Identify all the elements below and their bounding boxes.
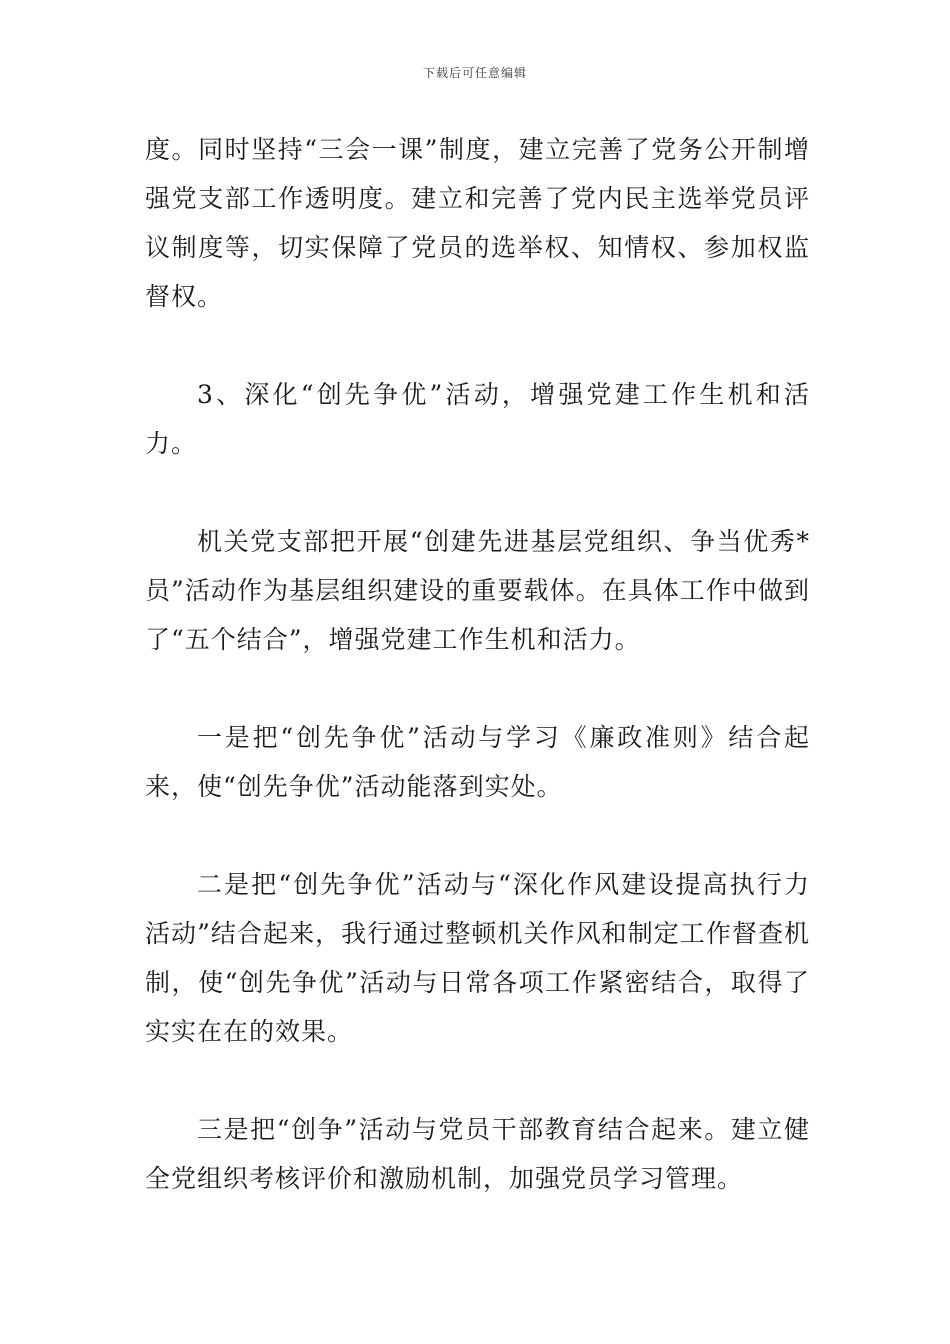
paragraph-4: 一是把“创先争优”活动与学习《廉政准则》结合起来，使“创先争优”活动能落到实处。: [145, 723, 810, 801]
paragraph-5: 二是把“创先争优”活动与“深化作风建设提高执行力活动”结合起来，我行通过整顿机关作风和制定工作督查机制，使“创先争优”活动与日常各项工作紧密结合，取得了实实在在的效果。: [145, 870, 810, 1046]
paragraph-2-heading: 3、深化“创先争优”活动，增强党建工作生机和活力。: [145, 380, 810, 458]
paragraph-6: 三是把“创争”活动与党员干部教育结合起来。建立健全党组织考核评价和激励机制，加强党员学习管理。: [145, 1115, 810, 1193]
paragraph-3: 机关党支部把开展“创建先进基层党组织、争当优秀*员”活动作为基层组织建设的重要载体。在具体工作中做到了“五个结合”，增强党建工作生机和活力。: [145, 527, 810, 654]
document-body: [145, 125, 810, 1203]
paragraph-1: 度。同时坚持“三会一课”制度，建立完善了党务公开制增强党支部工作透明度。建立和完善了党内民主选举党员评议制度等，切实保障了党员的选举权、知情权、参加权监督权。: [145, 135, 810, 311]
page-header: 下载后可任意编辑: [422, 66, 527, 80]
